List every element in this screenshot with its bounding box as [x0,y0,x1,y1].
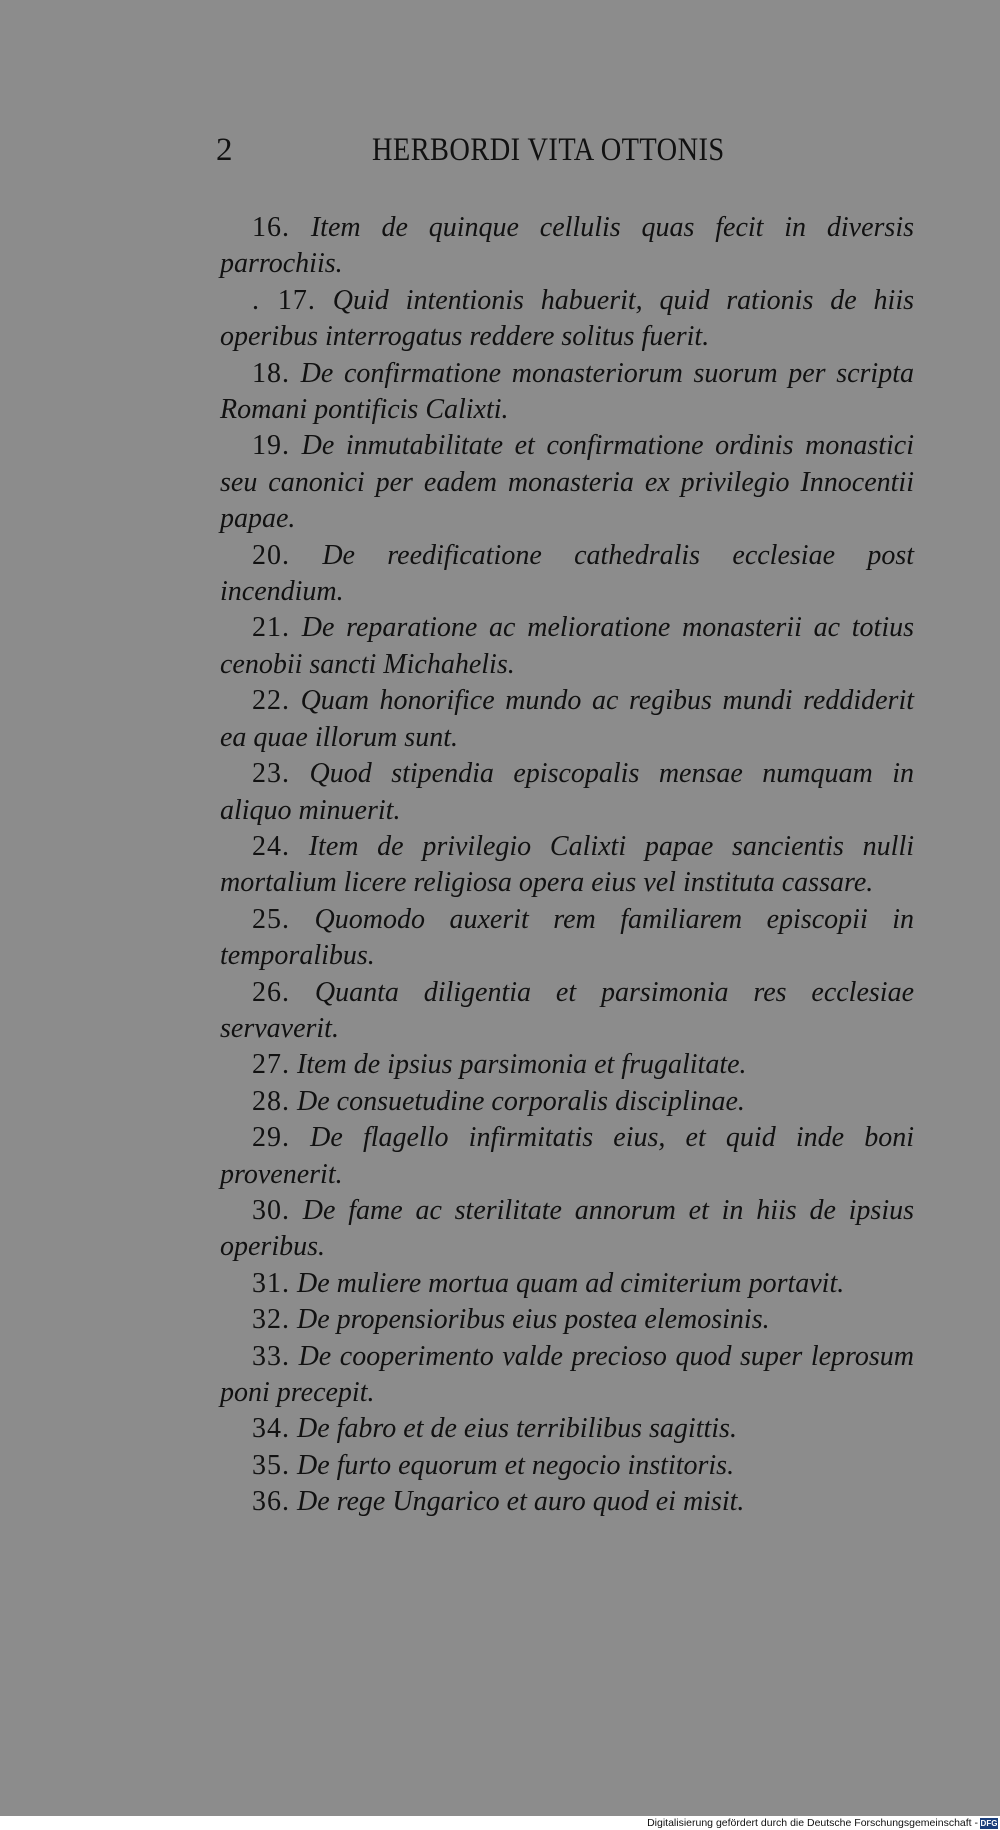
chapter-number: 26. [252,976,290,1008]
chapter-number: 19. [252,430,290,462]
dfg-logo: DFG [980,1819,998,1828]
chapter-number: 32. [252,1304,290,1336]
chapter-number: 36. [252,1486,290,1518]
chapter-number: 20. [252,539,290,571]
chapter-number: . 17. [252,284,316,316]
chapter-entry-30 [220,1193,914,1266]
chapter-entry-21 [220,610,914,683]
chapter-entry-23 [220,756,914,829]
chapter-number: 29. [252,1122,290,1154]
chapter-text: De muliere mortua quam ad cimiterium portavit. [297,1267,845,1299]
chapter-text: Item de quinque cellulis quas fecit in diversis parrochiis. [220,212,915,280]
chapter-text: Item de ipsius parsimonia et frugalitate. [297,1049,747,1081]
chapter-number: 24. [252,830,290,862]
chapter-entry-22 [220,683,914,756]
chapter-text: Item de privilegio Calixti papae sancientis nulli mortalium licere religiosa opera eius vel instituta cassare. [220,830,914,899]
chapter-text: De fabro et de eius terribilibus sagittis. [297,1413,737,1445]
chapter-entry-25 [220,902,914,975]
chapter-text: Quomodo auxerit rem familiarem episcopii in temporalibus. [220,903,914,972]
chapter-number: 28. [252,1085,290,1117]
chapter-entry-17 [220,283,914,356]
chapter-number: 31. [252,1267,290,1299]
chapter-number: 30. [252,1194,290,1226]
chapter-text: Quam honorifice mundo ac regibus mundi reddiderit ea quae illorum sunt. [220,685,914,753]
chapter-number: 25. [252,903,290,935]
chapter-text: De confirmatione monasteriorum suorum per scripta Romani pontificis Calixti. [220,357,914,426]
chapter-entry-19 [220,428,914,537]
chapter-number: 27. [252,1049,290,1081]
chapter-entry-27 [220,1047,914,1083]
chapter-entry-31 [220,1266,914,1302]
digitization-credit: Digitalisierung gefördert durch die Deutsche Forschungsgemeinschaft - [647,1817,978,1829]
chapter-number: 16. [252,212,290,243]
chapter-text: De consuetudine corporalis disciplinae. [297,1085,745,1117]
page-header [216,132,916,178]
chapter-entry-36 [220,1484,914,1520]
chapter-text: Quanta diligentia et parsimonia res ecclesiae servaverit. [220,976,914,1044]
chapter-number: 18. [252,357,290,389]
chapter-entry-28 [220,1084,914,1120]
chapter-text: De furto equorum et negocio institoris. [297,1449,735,1481]
chapter-number: 35. [252,1449,290,1481]
chapter-entry-16 [220,210,914,283]
chapter-number: 23. [252,758,290,790]
chapter-entry-26 [220,975,914,1048]
chapter-entry-18 [220,356,914,429]
footer-strip [0,1816,1000,1830]
chapter-number: 21. [252,612,290,644]
chapter-text: De propensioribus eius postea elemosinis. [297,1304,770,1336]
chapter-entry-29 [220,1120,914,1193]
chapter-text: De reedificatione cathedralis ecclesiae post incendium. [220,539,914,608]
chapter-entry-32 [220,1302,914,1338]
chapter-text: De inmutabilitate et confirmatione ordinis monastici seu canonici per eadem monasteria ex privilegio Innocentii papae. [220,430,914,535]
chapter-text: Quid intentionis habuerit, quid rationis de hiis operibus interrogatus reddere solitus fuerit. [220,284,914,353]
chapter-number: 22. [252,685,290,717]
chapter-text: De reparatione ac melioratione monasterii ac totius cenobii sancti Michahelis. [220,612,914,680]
chapter-entry-20 [220,538,914,611]
chapter-entry-33 [220,1339,914,1412]
chapter-text: De rege Ungarico et auro quod ei misit. [297,1486,745,1518]
chapter-text: De cooperimento valde precioso quod super leprosum poni precepit. [220,1340,914,1408]
chapter-number: 34. [252,1413,290,1445]
chapter-text: Quod stipendia episcopalis mensae numquam in aliquo minuerit. [220,758,915,826]
chapter-entry-34 [220,1411,914,1447]
chapter-entry-24 [220,829,914,902]
chapter-text: De fame ac sterilitate annorum et in hiis de ipsius operibus. [220,1194,915,1263]
page-number: 2 [216,132,233,168]
chapter-number: 33. [252,1340,290,1372]
chapter-entry-35 [220,1448,914,1484]
chapter-text: De flagello infirmitatis eius, et quid inde boni provenerit. [220,1122,914,1190]
chapter-list [220,210,914,1521]
running-title: HERBORDI VITA OTTONIS [372,132,725,168]
